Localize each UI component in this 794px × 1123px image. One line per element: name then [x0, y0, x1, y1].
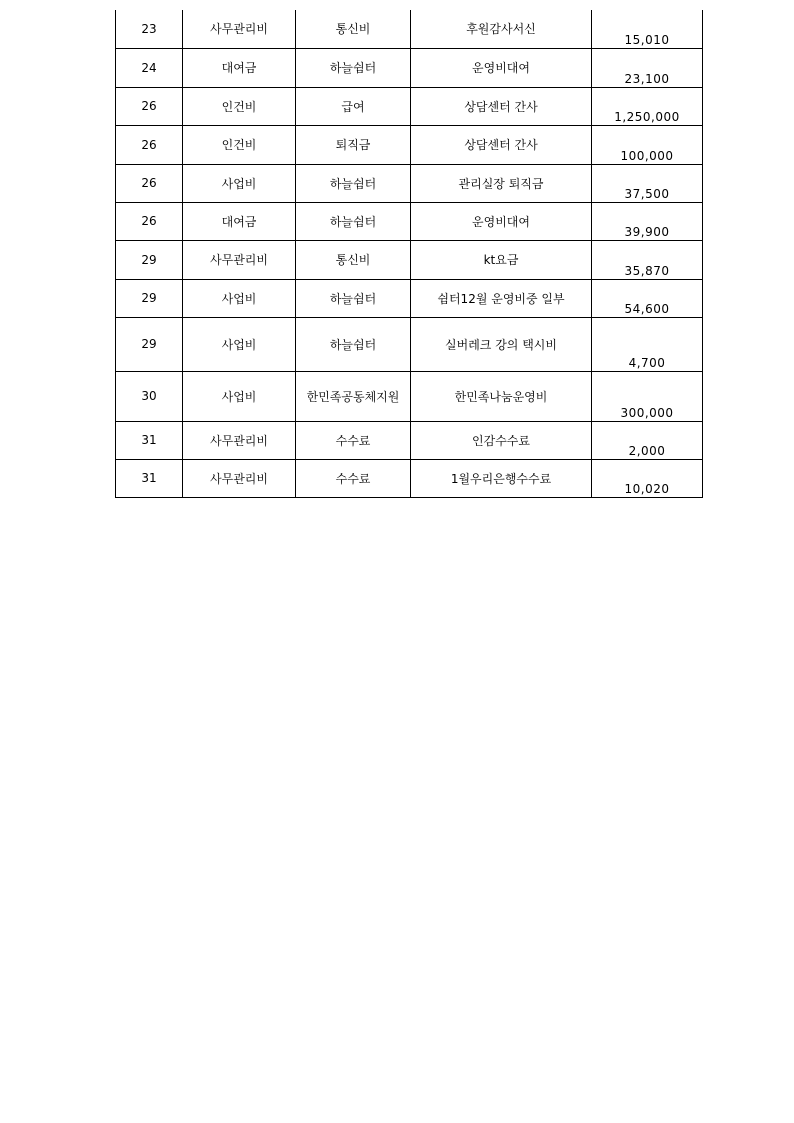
category-cell: 인건비 [183, 125, 296, 164]
amount-cell: 39,900 [592, 202, 703, 240]
subcategory-cell: 하늘쉼터 [296, 317, 411, 371]
day-cell: 26 [116, 202, 183, 240]
day-cell: 31 [116, 421, 183, 459]
description-cell: 쉼터12월 운영비중 일부 [411, 279, 592, 317]
category-cell: 사무관리비 [183, 421, 296, 459]
day-cell: 23 [116, 10, 183, 48]
table-row [116, 87, 703, 125]
table-row [116, 125, 703, 164]
subcategory-cell: 통신비 [296, 10, 411, 48]
description-cell: 운영비대여 [411, 202, 592, 240]
amount-cell: 10,020 [592, 459, 703, 497]
description-cell: 상담센터 간사 [411, 125, 592, 164]
category-cell: 사업비 [183, 371, 296, 421]
amount-cell: 35,870 [592, 240, 703, 279]
category-cell: 사업비 [183, 317, 296, 371]
table-row [116, 459, 703, 497]
subcategory-cell: 통신비 [296, 240, 411, 279]
table-row [116, 317, 703, 371]
amount-cell: 54,600 [592, 279, 703, 317]
subcategory-cell: 한민족공동체지원 [296, 371, 411, 421]
table-row [116, 371, 703, 421]
subcategory-cell: 하늘쉼터 [296, 164, 411, 202]
amount-cell: 2,000 [592, 421, 703, 459]
category-cell: 사업비 [183, 279, 296, 317]
day-cell: 26 [116, 164, 183, 202]
amount-cell: 15,010 [592, 10, 703, 48]
category-cell: 사업비 [183, 164, 296, 202]
description-cell: kt요금 [411, 240, 592, 279]
day-cell: 26 [116, 125, 183, 164]
table-row [116, 202, 703, 240]
day-cell: 31 [116, 459, 183, 497]
description-cell: 후원감사서신 [411, 10, 592, 48]
amount-cell: 300,000 [592, 371, 703, 421]
table-row [116, 421, 703, 459]
category-cell: 인건비 [183, 87, 296, 125]
table-row [116, 10, 703, 48]
category-cell: 사무관리비 [183, 459, 296, 497]
table-row [116, 48, 703, 87]
description-cell: 운영비대여 [411, 48, 592, 87]
amount-cell: 23,100 [592, 48, 703, 87]
subcategory-cell: 하늘쉼터 [296, 279, 411, 317]
expense-ledger-table [115, 10, 703, 498]
subcategory-cell: 퇴직금 [296, 125, 411, 164]
category-cell: 대여금 [183, 48, 296, 87]
amount-cell: 4,700 [592, 317, 703, 371]
day-cell: 29 [116, 279, 183, 317]
day-cell: 29 [116, 240, 183, 279]
day-cell: 26 [116, 87, 183, 125]
day-cell: 24 [116, 48, 183, 87]
table-row [116, 164, 703, 202]
category-cell: 사무관리비 [183, 240, 296, 279]
subcategory-cell: 수수료 [296, 421, 411, 459]
subcategory-cell: 하늘쉼터 [296, 48, 411, 87]
description-cell: 관리실장 퇴직금 [411, 164, 592, 202]
subcategory-cell: 수수료 [296, 459, 411, 497]
amount-cell: 37,500 [592, 164, 703, 202]
description-cell: 한민족나눔운영비 [411, 371, 592, 421]
category-cell: 대여금 [183, 202, 296, 240]
day-cell: 30 [116, 371, 183, 421]
table-row [116, 240, 703, 279]
amount-cell: 100,000 [592, 125, 703, 164]
subcategory-cell: 급여 [296, 87, 411, 125]
description-cell: 상담센터 간사 [411, 87, 592, 125]
day-cell: 29 [116, 317, 183, 371]
category-cell: 사무관리비 [183, 10, 296, 48]
description-cell: 실버레크 강의 택시비 [411, 317, 592, 371]
table-row [116, 279, 703, 317]
description-cell: 인감수수료 [411, 421, 592, 459]
description-cell: 1월우리은행수수료 [411, 459, 592, 497]
amount-cell: 1,250,000 [592, 87, 703, 125]
subcategory-cell: 하늘쉼터 [296, 202, 411, 240]
